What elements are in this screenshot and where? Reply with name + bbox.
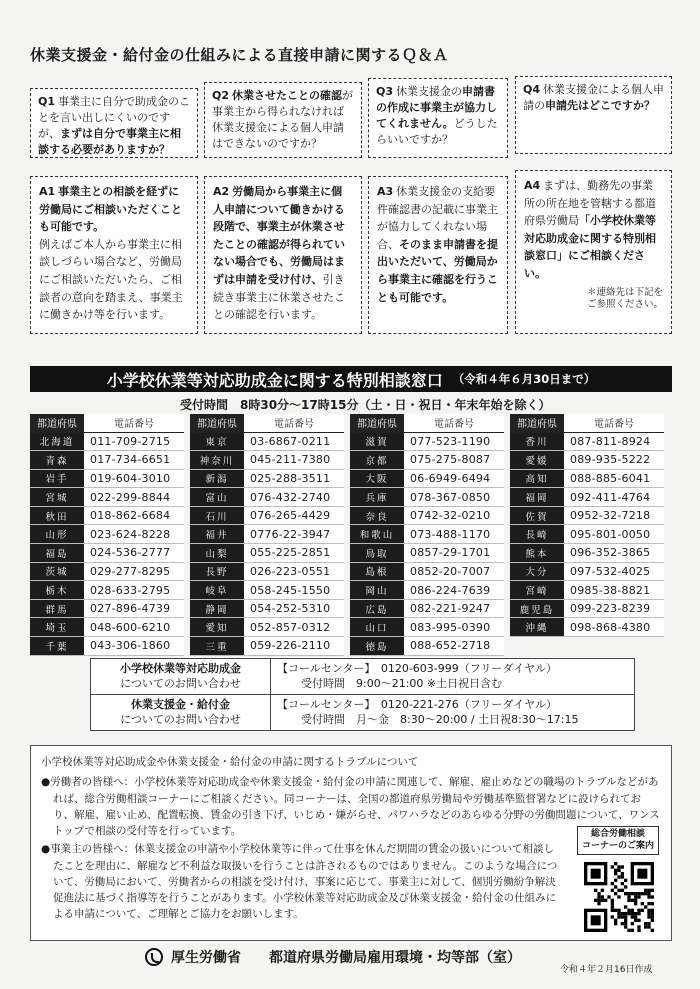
phone-number: 043-306-1860: [84, 637, 184, 656]
a4-text: まずは、勤務先の事業所の所在地を管轄する都道府県労働局: [524, 179, 656, 228]
table-row: [350, 506, 504, 525]
contact-hours: 受付時間 9:00～21:00 ※土日祝日含む: [301, 677, 503, 691]
prefecture-name: 山口: [350, 618, 404, 637]
prefecture-name: 大分: [510, 562, 564, 581]
phone-number: 088-885-6041: [564, 469, 664, 488]
phone-number: 086-224-7639: [404, 581, 504, 600]
phone-number: 052-857-0312: [244, 618, 344, 637]
phone-number: 045-211-7380: [244, 451, 344, 470]
table-header-row: [30, 414, 184, 432]
table-row: [30, 451, 184, 470]
prefecture-name: 三重: [190, 637, 244, 656]
phone-number: 03-6867-0211: [244, 432, 344, 451]
prefecture-table-2: [190, 414, 344, 656]
table-row: [350, 469, 504, 488]
prefecture-name: 徳島: [350, 637, 404, 656]
prefecture-name: [510, 637, 564, 656]
prefecture-name: 大阪: [350, 469, 404, 488]
prefecture-name: 長野: [190, 562, 244, 581]
table-row: [350, 544, 504, 563]
table-row: [190, 562, 344, 581]
tel-column-header: 電話番号: [244, 414, 344, 432]
prefecture-name: 石川: [190, 506, 244, 525]
contact-row: [91, 694, 635, 730]
phone-number: 0776-22-3947: [244, 525, 344, 544]
table-row: [350, 488, 504, 507]
table-row: [190, 506, 344, 525]
prefecture-name: 長崎: [510, 525, 564, 544]
table-row: [350, 432, 504, 451]
phone-number: 0742-32-0210: [404, 506, 504, 525]
phone-number: [564, 637, 664, 656]
question-3: [368, 78, 508, 158]
q4-emph: 申請先はどこですか？: [545, 98, 655, 112]
prefecture-name: 鹿児島: [510, 599, 564, 618]
answer-3: [368, 176, 508, 334]
contact-subtitle: についてのお問い合わせ: [120, 713, 241, 727]
qr-label: 総合労働相談 コーナーのご案内: [577, 826, 659, 855]
trouble-title: 小学校休業等対応助成金や休業支援金・給付金の申請に関するトラブルについて: [41, 756, 419, 768]
table-row: [30, 599, 184, 618]
table-row: [510, 562, 664, 581]
prefecture-name: 山形: [30, 525, 84, 544]
prefecture-name: 島根: [350, 562, 404, 581]
prefecture-name: 静岡: [190, 599, 244, 618]
question-4: [515, 76, 672, 154]
phone-number: 088-652-2718: [404, 637, 504, 656]
prefecture-name: 茨城: [30, 562, 84, 581]
prefecture-name: 広島: [350, 599, 404, 618]
table-header-row: [350, 414, 504, 432]
prefecture-table-3: [350, 414, 504, 656]
phone-number: 096-352-3865: [564, 544, 664, 563]
answer-4: [515, 170, 672, 334]
phone-number: 0857-29-1701: [404, 544, 504, 563]
banner-subtitle: （令和４年６月30日まで）: [452, 372, 596, 386]
phone-number: 054-252-5310: [244, 599, 344, 618]
phone-number: 0952-32-7218: [564, 506, 664, 525]
q3-text: 休業支援金の: [396, 85, 463, 98]
pref-column-header: 都道府県: [30, 414, 84, 432]
a1-text: 例えばご本人から事業主に相談しづらい場合など、労働局にご相談いただいたら、ご相談者の意向を踏まえ、事業主に働きかけ等を行います。: [39, 237, 183, 322]
phone-number: 028-633-2795: [84, 581, 184, 600]
phone-number: 022-299-8844: [84, 488, 184, 507]
consultation-banner: [30, 366, 672, 392]
table-row: [510, 525, 664, 544]
phone-number: 097-532-4025: [564, 562, 664, 581]
table-row: [190, 451, 344, 470]
phone-number: 0852-20-7007: [404, 562, 504, 581]
table-row: [190, 544, 344, 563]
tel-column-header: 電話番号: [404, 414, 504, 432]
phone-number: 092-411-4764: [564, 488, 664, 507]
prefecture-name: 岩手: [30, 469, 84, 488]
table-row: [30, 432, 184, 451]
a3-text: 休業支援金の支給要件確認書の記載に事業主が協力してくれない場合、: [377, 185, 498, 251]
contact-phone: 【コールセンター】 0120-221-276（フリーダイヤル）: [277, 697, 557, 711]
prefecture-name: 山梨: [190, 544, 244, 563]
table-row: [190, 599, 344, 618]
table-row: [190, 581, 344, 600]
contact-subtitle: についてのお問い合わせ: [120, 677, 241, 691]
a4-label: A4: [524, 179, 541, 192]
prefecture-name: 香川: [510, 432, 564, 451]
prefecture-name: 秋田: [30, 506, 84, 525]
table-row: [190, 488, 344, 507]
contact-title: 小学校休業等対応助成金: [120, 662, 241, 675]
q3-text-2: どうしたらいいですか？: [376, 116, 498, 146]
phone-number: 018-862-6684: [84, 506, 184, 525]
table-row: [350, 525, 504, 544]
trouble-item-employers: ●事業主の皆様へ：休業支援金の申請や小学校休業等に伴って仕事を休んだ期間の賃金の扱いについて相談したことを理由に、解雇など不利益な取扱いを行うことは許されるものではありません。このような場合について、労働局において、労働者からの相談を受け付け、事案に応じて、事業主に対して、個別労働紛争解決促進法に基づく指導等を行うことがあります。小学校休業等対応助成金及び休業支援金・給付金の仕組みによる申請について、ご理解とご協力をお願いします。: [41, 843, 558, 921]
prefecture-name: 奈良: [350, 506, 404, 525]
contact-title: 休業支援金・給付金: [131, 697, 230, 711]
q2-label: Q2: [212, 89, 230, 102]
table-row: [350, 451, 504, 470]
answer-2: [204, 176, 362, 334]
table-row: [510, 488, 664, 507]
question-2: [204, 82, 362, 158]
prefecture-name: 和歌山: [350, 525, 404, 544]
a4-note: ＊連絡先は下記を ご参照ください。: [586, 286, 663, 310]
table-row: [30, 637, 184, 656]
q3-emph: 申請書の作成に事業主が協力してくれません。: [376, 85, 497, 130]
table-row: [350, 599, 504, 618]
prefecture-name: 愛媛: [510, 451, 564, 470]
prefecture-name: 熊本: [510, 544, 564, 563]
phone-number: 095-801-0050: [564, 525, 664, 544]
prefecture-name: 神奈川: [190, 451, 244, 470]
phone-number: 06-6949-6494: [404, 469, 504, 488]
q4-text: 休業支援金による個人申請の: [523, 83, 665, 112]
prefecture-name: 京都: [350, 451, 404, 470]
q1-emph: まずは自分で事業主に相談する必要がありますか？: [38, 126, 181, 156]
q1-label: Q1: [38, 95, 56, 108]
prefecture-name: 兵庫: [350, 488, 404, 507]
tel-column-header: 電話番号: [564, 414, 664, 432]
phone-number: 077-523-1190: [404, 432, 504, 451]
reception-hours: 受付時間 8時30分～17時15分（土・日・祝日・年末年始を除く）: [180, 398, 551, 412]
prefecture-name: 高知: [510, 469, 564, 488]
trouble-notice: [30, 745, 672, 941]
prefecture-name: 鳥取: [350, 544, 404, 563]
prefecture-name: 滋賀: [350, 432, 404, 451]
footer-organization: [145, 947, 521, 967]
contact-title-cell: [91, 694, 271, 730]
prefecture-table-1: [30, 414, 184, 656]
table-row: [30, 544, 184, 563]
pref-column-header: 都道府県: [510, 414, 564, 432]
phone-number: 027-896-4739: [84, 599, 184, 618]
footer-org-name: 厚生労働省: [171, 950, 241, 966]
phone-number: 017-734-6651: [84, 451, 184, 470]
qr-code-icon[interactable]: [584, 862, 654, 932]
phone-number: 076-265-4429: [244, 506, 344, 525]
table-row: [510, 637, 664, 656]
prefecture-name: 福岡: [510, 488, 564, 507]
tel-column-header: 電話番号: [84, 414, 184, 432]
a2-label: A2: [213, 185, 230, 198]
table-row: [30, 506, 184, 525]
a3-label: A3: [377, 185, 394, 198]
phone-number: 075-275-8087: [404, 451, 504, 470]
phone-number: 078-367-0850: [404, 488, 504, 507]
phone-number: 048-600-6210: [84, 618, 184, 637]
phone-number: 011-709-2715: [84, 432, 184, 451]
table-row: [510, 506, 664, 525]
phone-number: 0985-38-8821: [564, 581, 664, 600]
contact-detail-cell: [271, 694, 635, 730]
question-1: [30, 88, 198, 158]
phone-number: 029-277-8295: [84, 562, 184, 581]
prefecture-name: 富山: [190, 488, 244, 507]
table-row: [510, 451, 664, 470]
phone-number: 083-995-0390: [404, 618, 504, 637]
prefecture-name: 宮崎: [510, 581, 564, 600]
prefecture-name: 千葉: [30, 637, 84, 656]
table-row: [510, 581, 664, 600]
table-header-row: [510, 414, 664, 432]
table-row: [510, 618, 664, 637]
table-row: [190, 637, 344, 656]
contact-table: [90, 658, 635, 731]
contact-hours: 受付時間 月～金 8:30～20:00 / 土日祝8:30～17:15: [301, 713, 579, 727]
table-row: [30, 525, 184, 544]
prefecture-name: 佐賀: [510, 506, 564, 525]
pref-column-header: 都道府県: [350, 414, 404, 432]
table-row: [190, 618, 344, 637]
q4-label: Q4: [523, 83, 541, 96]
prefecture-name: 群馬: [30, 599, 84, 618]
table-row: [350, 581, 504, 600]
prefecture-name: 岡山: [350, 581, 404, 600]
footer-date: 令和４年２月16日作成: [560, 965, 653, 975]
phone-number: 055-225-2851: [244, 544, 344, 563]
phone-number: 023-624-8228: [84, 525, 184, 544]
phone-number: 089-935-5222: [564, 451, 664, 470]
trouble-item-workers: ●労働者の皆様へ：小学校休業等対応助成金や休業支援金・給付金の申請に関連して、解雇、雇止めなどの職場のトラブルなどがあれば、総合労働相談コーナーにご相談ください。同コーナーは、全国の都道府県労働局や労働基準監督署などに設けられており、解雇、雇い止め、配置転換、賃金の引き下げ、いじめ・嫌がらせ、パワハラなどのあらゆる分野の労働問題について、ワンストップで相談の受付等を行っています。: [41, 776, 660, 838]
pref-column-header: 都道府県: [190, 414, 244, 432]
prefecture-name: 岐阜: [190, 581, 244, 600]
q2-text: が事業主から得られなければ休業支援金による個人申請はできないのですか？: [212, 89, 354, 150]
prefecture-table-4: [510, 414, 664, 655]
q1-text: 事業主に自分で助成金のことを言い出しにくいのですが、: [38, 95, 191, 140]
a2-emph: 労働局から事業主に個人申請について働きかける段階で、事業主が休業させたことの確認が得られていない場合でも、労働局はまずは申請を受け付け、: [213, 185, 345, 286]
phone-number: 099-223-8239: [564, 599, 664, 618]
prefecture-name: 福島: [30, 544, 84, 563]
phone-number: 082-221-9247: [404, 599, 504, 618]
table-row: [510, 599, 664, 618]
prefecture-name: 青森: [30, 451, 84, 470]
table-row: [350, 618, 504, 637]
table-row: [30, 469, 184, 488]
table-row: [30, 562, 184, 581]
table-row: [30, 488, 184, 507]
phone-number: 058-245-1550: [244, 581, 344, 600]
table-row: [190, 432, 344, 451]
phone-number: 019-604-3010: [84, 469, 184, 488]
table-header-row: [190, 414, 344, 432]
page-title: 休業支援金・給付金の仕組みによる直接申請に関するＱ＆Ａ: [30, 46, 449, 64]
contact-detail-cell: [271, 659, 635, 695]
phone-number: 059-226-2110: [244, 637, 344, 656]
prefecture-name: 栃木: [30, 581, 84, 600]
a2-text: 引き続き事業主に休業させたことの確認を行います。: [213, 272, 345, 322]
phone-number: 087-811-8924: [564, 432, 664, 451]
answer-1: [30, 176, 198, 334]
a4-emph: 「小学校休業等対応助成金に関する特別相談窓口」にご相談ください。: [524, 214, 656, 280]
phone-number: 026-223-0551: [244, 562, 344, 581]
mhlw-logo-icon: [145, 948, 163, 966]
contact-title-cell: [91, 659, 271, 695]
table-row: [30, 618, 184, 637]
a1-label: A1: [39, 185, 56, 198]
table-row: [350, 637, 504, 656]
prefecture-name: 福井: [190, 525, 244, 544]
a3-emph: そのまま申請書を提出いただいて、労働局から事業主に確認を行うことも可能です。: [377, 237, 498, 304]
table-row: [510, 469, 664, 488]
phone-number: 024-536-2777: [84, 544, 184, 563]
table-row: [190, 469, 344, 488]
table-row: [510, 432, 664, 451]
prefecture-name: 埼玉: [30, 618, 84, 637]
table-row: [350, 562, 504, 581]
phone-number: 076-432-2740: [244, 488, 344, 507]
footer-division: 都道府県労働局雇用環境・均等部（室）: [269, 950, 521, 966]
table-row: [30, 581, 184, 600]
banner-title: 小学校休業等対応助成金に関する特別相談窓口: [106, 370, 443, 390]
prefecture-name: 宮城: [30, 488, 84, 507]
phone-number: 025-288-3511: [244, 469, 344, 488]
a1-emph: 事業主との相談を経ずに労働局にご相談いただくことも可能です。: [39, 185, 182, 234]
phone-number: 098-868-4380: [564, 618, 664, 637]
prefecture-name: 愛知: [190, 618, 244, 637]
q3-label: Q3: [376, 85, 394, 98]
contact-row: [91, 659, 635, 695]
q2-emph: 休業させたことの確認: [232, 89, 343, 102]
phone-number: 073-488-1170: [404, 525, 504, 544]
contact-phone: 【コールセンター】 0120-603-999（フリーダイヤル）: [277, 662, 557, 675]
prefecture-name: 新潟: [190, 469, 244, 488]
prefecture-name: 北海道: [30, 432, 84, 451]
prefecture-name: 東京: [190, 432, 244, 451]
prefecture-name: 沖縄: [510, 618, 564, 637]
table-row: [190, 525, 344, 544]
table-row: [510, 544, 664, 563]
